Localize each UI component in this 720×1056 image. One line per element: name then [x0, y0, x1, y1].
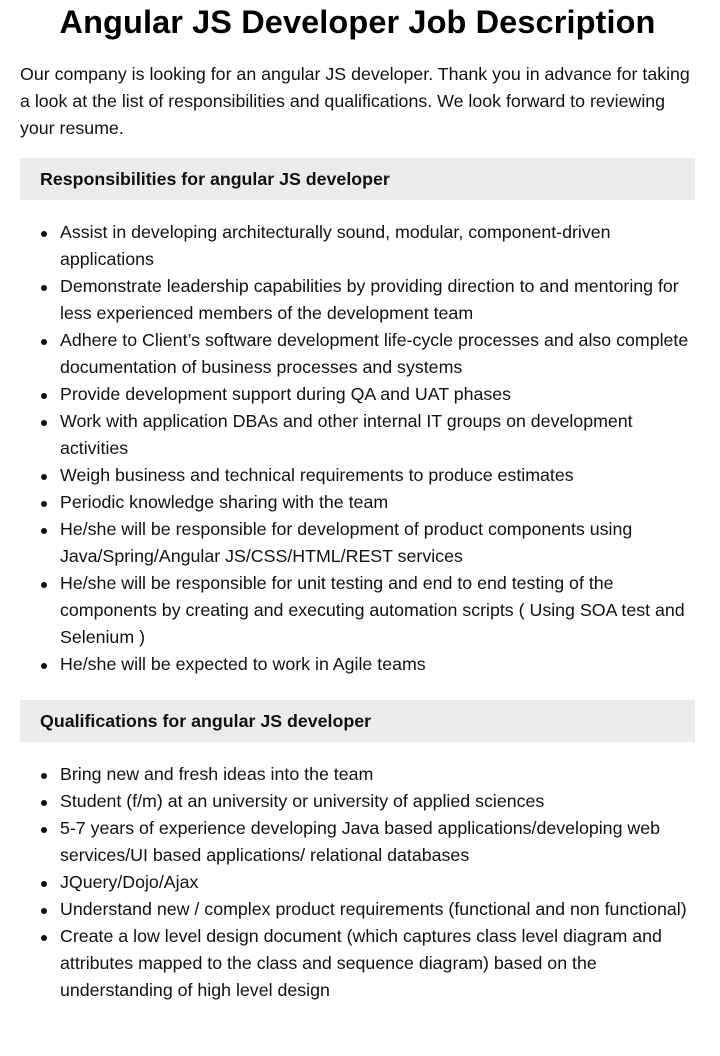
responsibility-item: [20, 327, 695, 381]
responsibility-item: [20, 570, 695, 651]
qualification-text: Bring new and fresh ideas into the team: [60, 764, 374, 784]
responsibility-text: Work with application DBAs and other internal IT groups on development activities: [60, 411, 633, 458]
qualification-text: Understand new / complex product requirements (functional and non functional): [60, 899, 687, 919]
responsibility-item: [20, 489, 695, 516]
responsibility-text: Assist in developing architecturally sound, modular, component-driven applications: [60, 222, 611, 269]
responsibilities-heading: Responsibilities for angular JS developer: [20, 158, 695, 200]
responsibility-text: Adhere to Client’s software development life-cycle processes and also complete documentation of business processes and systems: [60, 330, 689, 377]
responsibility-text: He/she will be responsible for development of product components using Java/Spring/Angular JS/CSS/HTML/REST services: [60, 519, 633, 566]
responsibility-text: Provide development support during QA and UAT phases: [60, 384, 512, 404]
responsibility-item: [20, 219, 695, 273]
bullet-icon: [41, 773, 47, 779]
responsibility-text: He/she will be expected to work in Agile teams: [60, 654, 426, 674]
responsibility-item: [20, 273, 695, 327]
bullet-icon: [41, 935, 47, 941]
qualification-text: Create a low level design document (which captures class level diagram and attributes mapped to the class and sequence diagram) based on the understanding of high level design: [60, 926, 662, 1000]
page-title: Angular JS Developer Job Description: [59, 4, 656, 40]
responsibility-item: [20, 462, 695, 489]
qualification-item: [20, 923, 695, 1004]
responsibility-text: Demonstrate leadership capabilities by providing direction to and mentoring for less experienced members of the development team: [60, 276, 679, 323]
bullet-icon: [41, 393, 47, 399]
responsibilities-list: [20, 219, 695, 678]
qualification-item: [20, 761, 695, 788]
qualification-item: [20, 896, 695, 923]
qualification-item: [20, 869, 695, 896]
bullet-icon: [41, 285, 47, 291]
qualification-text: JQuery/Dojo/Ajax: [60, 872, 199, 892]
bullet-icon: [41, 339, 47, 345]
bullet-icon: [41, 501, 47, 507]
responsibility-item: [20, 381, 695, 408]
bullet-icon: [41, 908, 47, 914]
responsibility-text: He/she will be responsible for unit testing and end to end testing of the components by creating and executing automation scripts ( Using SOA test and Selenium ): [60, 573, 685, 647]
intro-paragraph: Our company is looking for an angular JS developer. Thank you in advance for taking a look at the list of responsibilities and qualifications. We look forward to reviewing your resume.: [20, 64, 690, 138]
responsibility-item: [20, 651, 695, 678]
bullet-icon: [41, 881, 47, 887]
qualification-item: [20, 788, 695, 815]
responsibility-text: Weigh business and technical requirements to produce estimates: [60, 465, 574, 485]
bullet-icon: [41, 528, 47, 534]
bullet-icon: [41, 474, 47, 480]
responsibility-text: Periodic knowledge sharing with the team: [60, 492, 389, 512]
qualification-text: 5-7 years of experience developing Java based applications/developing web services/UI based applications/ relational databases: [60, 818, 661, 865]
bullet-icon: [41, 800, 47, 806]
bullet-icon: [41, 231, 47, 237]
qualification-text: Student (f/m) at an university or university of applied sciences: [60, 791, 545, 811]
bullet-icon: [41, 663, 47, 669]
bullet-icon: [41, 582, 47, 588]
bullet-icon: [41, 420, 47, 426]
responsibility-item: [20, 408, 695, 462]
qualification-item: [20, 815, 695, 869]
qualifications-heading: Qualifications for angular JS developer: [20, 700, 695, 742]
section-spacer: [20, 678, 695, 684]
bullet-icon: [41, 827, 47, 833]
qualifications-list: [20, 761, 695, 1004]
responsibility-item: [20, 516, 695, 570]
